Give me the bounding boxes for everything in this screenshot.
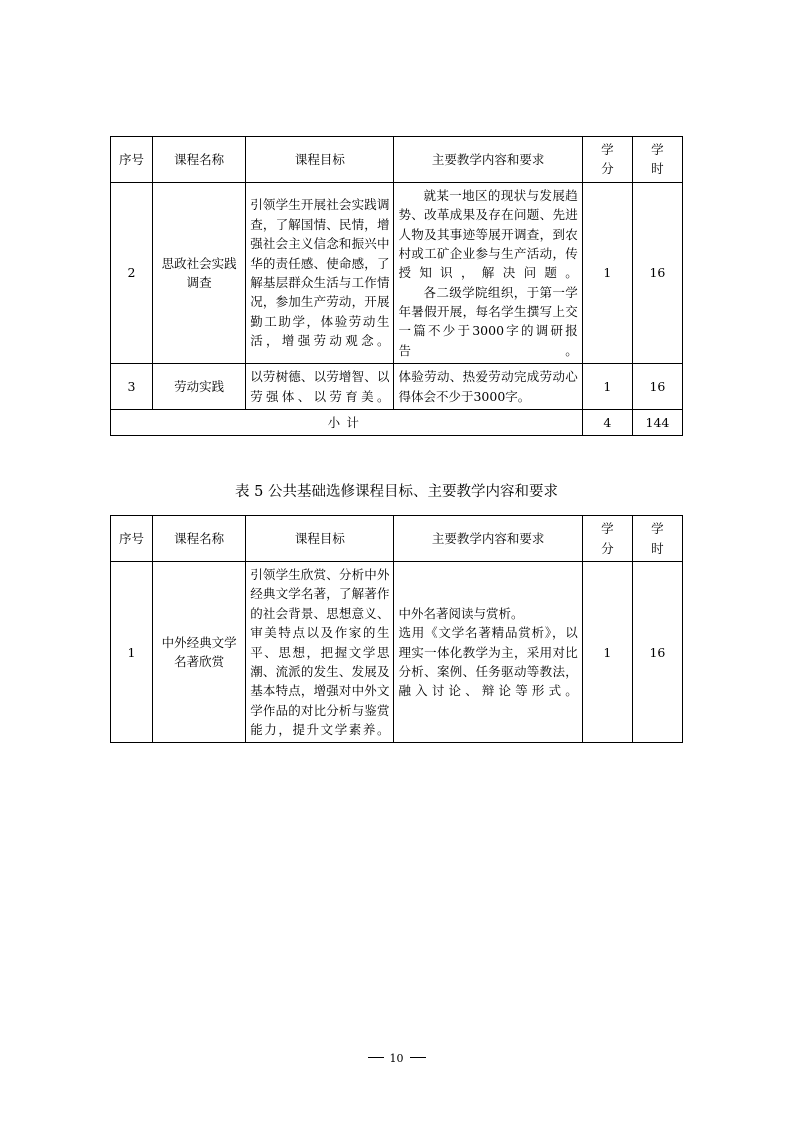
header-content: 主要教学内容和要求 [394,516,582,562]
row-content-paragraph-2: 选用《文学名著精品赏析》，以理实一体化教学为主，采用对比分析、案例、任务驱动等教法，融入讨论、辩论等形式。 [398,625,578,699]
table-header-row [111,137,683,183]
row-hours: 16 [632,182,682,363]
row-course-goal: 引领学生开展社会实践调查，了解国情、民情，增强社会主义信念和振兴中华的责任感、使命感，了解基层群众生活与工作情况，参加生产劳动，开展勤工助学，体验劳动生活，增强劳动观念。 [246,182,394,363]
public-basic-required-course-table [110,136,683,436]
row-content-paragraph-2: 各二级学院组织，于第一学年暑假开展，每名学生撰写上交一篇不少于3000字的调研报告。 [398,284,578,358]
header-hours-line1: 学 [651,142,664,157]
table-row [111,364,683,410]
footer-dash-left [368,1057,384,1058]
row-course-goal: 以劳树德、以劳增智、以劳强体、以劳育美。 [246,364,394,410]
row-credit: 1 [582,364,632,410]
header-course-name: 课程名称 [153,516,246,562]
page-footer [0,1052,793,1065]
public-basic-elective-course-table [110,515,683,743]
document-body [110,136,683,743]
row-index: 1 [111,562,153,743]
summary-hours: 144 [632,409,682,435]
section-gap [110,436,683,480]
row-credit: 1 [582,562,632,743]
header-index: 序号 [119,151,145,167]
page-number: 10 [389,1052,404,1065]
table-summary-row [111,409,683,435]
header-hours-line2: 时 [651,540,664,556]
row-course-name: 思政社会实践调查 [153,182,246,363]
header-credit-line1: 学 [601,521,614,537]
row-course-name: 中外经典文学名著欣赏 [153,562,246,743]
header-credit-line1: 学 [601,142,614,157]
footer-dash-right [410,1057,426,1058]
table-caption: 表 5 公共基础选修课程目标、主要教学内容和要求 [235,484,558,501]
table-row [111,562,683,743]
header-index: 序号 [119,531,145,547]
header-content: 主要教学内容和要求 [394,137,582,183]
row-index: 2 [111,182,153,363]
row-content-paragraph-1: 中外名著阅读与赏析。 [398,605,524,621]
header-credit-line2: 分 [601,540,614,556]
row-course-goal: 引领学生欣赏、分析中外经典文学名著，了解著作的社会背景、思想意义、审美特点以及作家的生平、思想，把握文学思潮、流派的发生、发展及基本特点，增强对中外文学作品的对比分析与鉴赏能力，提升文学素养。 [246,562,394,743]
header-course-goal: 课程目标 [246,137,394,183]
caption-gap [110,501,683,515]
header-course-goal: 课程目标 [246,516,394,562]
header-course-name: 课程名称 [153,137,246,183]
header-hours-line2: 时 [651,161,664,177]
row-course-name: 劳动实践 [153,364,246,410]
row-credit: 1 [582,182,632,363]
row-hours: 16 [632,364,682,410]
header-credit-line2: 分 [601,161,614,177]
row-hours: 16 [632,562,682,743]
row-content-paragraph-1: 就某一地区的现状与发展趋势、改革成果及存在问题、先进人物及其事迹等展开调查，到农村或工矿企业参与生产活动，传授知识，解决问题。 [398,187,578,281]
summary-credit: 4 [582,409,632,435]
row-content-paragraph-1: 体验劳动、热爱劳动完成劳动心得体会不少于3000字。 [394,364,582,410]
table-row [111,182,683,363]
summary-label: 小计 [111,409,583,435]
row-index: 3 [111,364,153,410]
table-header-row [111,516,683,562]
header-hours-line1: 学 [651,521,664,537]
